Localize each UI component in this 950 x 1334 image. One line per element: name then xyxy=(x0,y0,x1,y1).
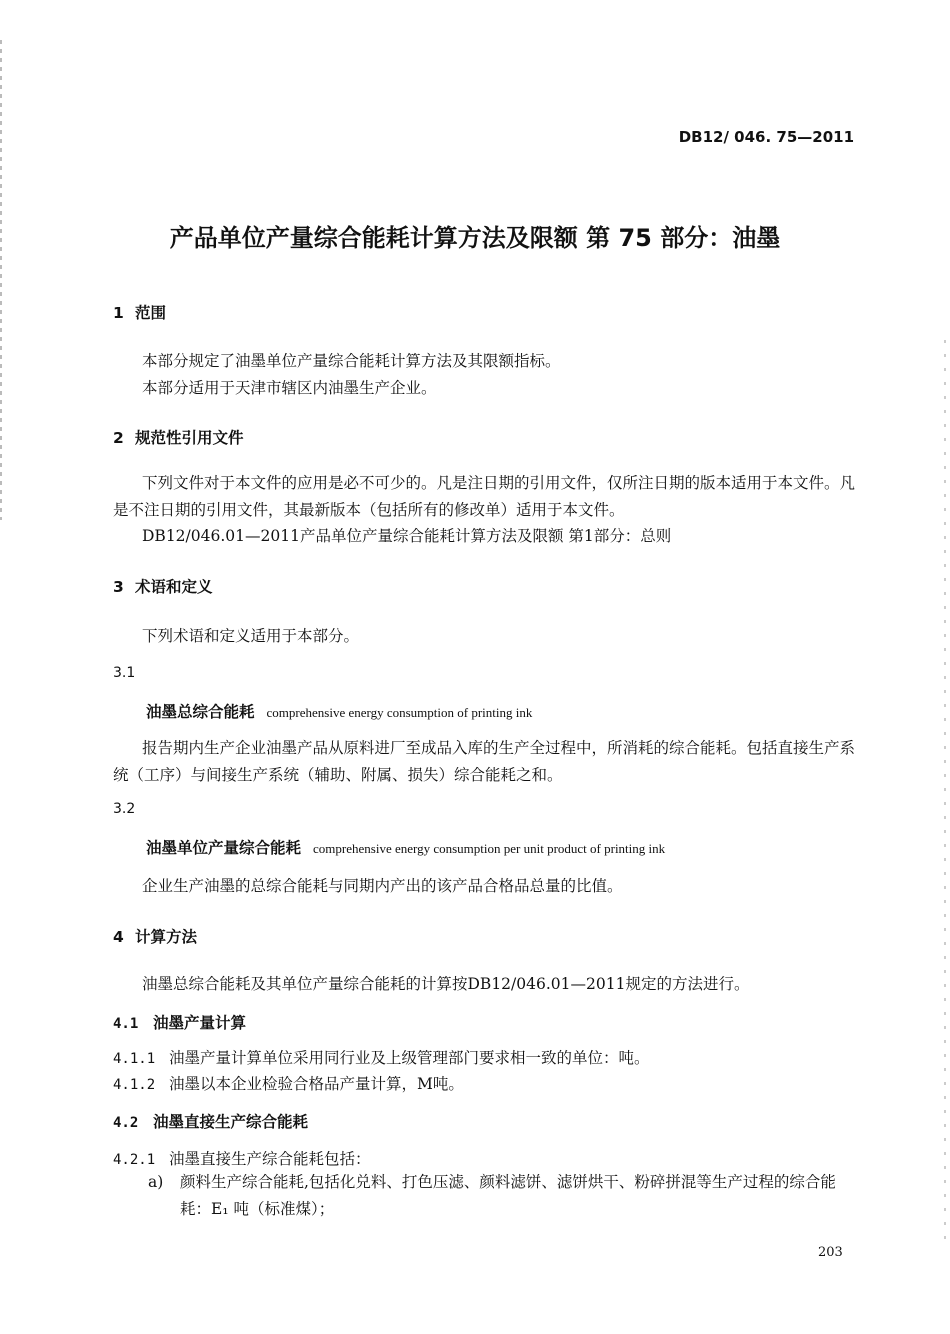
term-zh: 油墨单位产量综合能耗 xyxy=(146,839,302,857)
section-title: 范围 xyxy=(135,304,167,322)
subsection-number: 4.1 xyxy=(113,1016,139,1032)
clause-text: 油墨直接生产综合能耗包括： xyxy=(169,1150,371,1168)
clause-number: 3.1 xyxy=(113,665,136,681)
term-entry xyxy=(146,700,532,722)
subsection-4-1-heading xyxy=(113,1011,246,1033)
clause-text: 油墨以本企业检验合格品产量计算，M吨。 xyxy=(169,1075,464,1093)
paragraph: 下列术语和定义适用于本部分。 xyxy=(142,627,360,645)
paragraph: 本部分适用于天津市辖区内油墨生产企业。 xyxy=(142,379,437,397)
term-zh: 油墨总综合能耗 xyxy=(146,703,255,721)
clause-item xyxy=(113,1072,464,1094)
subsection-title: 油墨产量计算 xyxy=(153,1014,247,1032)
standard-code: DB12/ 046. 75—2011 xyxy=(678,128,854,146)
clause-number: 3.2 xyxy=(113,801,136,817)
paragraph: 油墨总综合能耗及其单位产量综合能耗的计算按DB12/046.01—2011规定的方法进行。 xyxy=(142,975,750,993)
section-title: 术语和定义 xyxy=(135,578,213,596)
term-definition: 企业生产油墨的总综合能耗与同期内产出的该产品合格品总量的比值。 xyxy=(142,877,623,895)
term-en: comprehensive energy consumption of printing ink xyxy=(266,705,533,720)
scan-edge-right xyxy=(944,340,946,1240)
list-item-a xyxy=(148,1169,860,1223)
subsection-title: 油墨直接生产综合能耗 xyxy=(153,1113,309,1131)
clause-number: 4.2.1 xyxy=(113,1152,156,1168)
clause-text: 油墨产量计算单位采用同行业及上级管理部门要求相一致的单位：吨。 xyxy=(169,1049,650,1067)
section-number: 3 xyxy=(113,578,124,596)
term-entry xyxy=(146,836,665,858)
section-number: 4 xyxy=(113,928,124,946)
section-4-heading xyxy=(113,925,197,947)
section-2-heading xyxy=(113,426,244,448)
term-en: comprehensive energy consumption per unit product of printing ink xyxy=(313,841,666,856)
paragraph: 本部分规定了油墨单位产量综合能耗计算方法及其限额指标。 xyxy=(142,352,561,370)
section-3-heading xyxy=(113,575,213,597)
term-definition: 报告期内生产企业油墨产品从原料进厂至成品入库的生产全过程中，所消耗的综合能耗。包括直接生产系统（工序）与间接生产系统（辅助、附属、损失）综合能耗之和。 xyxy=(113,739,856,784)
section-number: 2 xyxy=(113,429,124,447)
page-number: 203 xyxy=(818,1245,843,1260)
list-item-text: 颜料生产综合能耗,包括化兑料、打色压滤、颜料滤饼、滤饼烘干、粉碎拼混等生产过程的综合能耗：E₁ 吨（标准煤）； xyxy=(180,1173,836,1218)
scan-edge-left xyxy=(0,40,2,520)
reference-item: DB12/046.01—2011产品单位产量综合能耗计算方法及限额 第1部分：总则 xyxy=(142,527,672,545)
section-title: 计算方法 xyxy=(135,928,198,946)
section-1-heading xyxy=(113,301,166,323)
clause-number: 4.1.1 xyxy=(113,1051,156,1067)
section-title: 规范性引用文件 xyxy=(135,429,244,447)
clause-number: 4.1.2 xyxy=(113,1077,156,1093)
clause-item xyxy=(113,1046,650,1068)
clause-item xyxy=(113,1147,371,1169)
section-number: 1 xyxy=(113,304,124,322)
subsection-number: 4.2 xyxy=(113,1115,139,1131)
paragraph: 下列文件对于本文件的应用是必不可少的。凡是注日期的引用文件，仅所注日期的版本适用于本文件。凡是不注日期的引用文件，其最新版本（包括所有的修改单）适用于本文件。 xyxy=(113,474,856,519)
subsection-4-2-heading xyxy=(113,1110,308,1132)
list-marker: a) xyxy=(148,1173,164,1191)
document-title: 产品单位产量综合能耗计算方法及限额 第 75 部分：油墨 xyxy=(169,224,781,252)
